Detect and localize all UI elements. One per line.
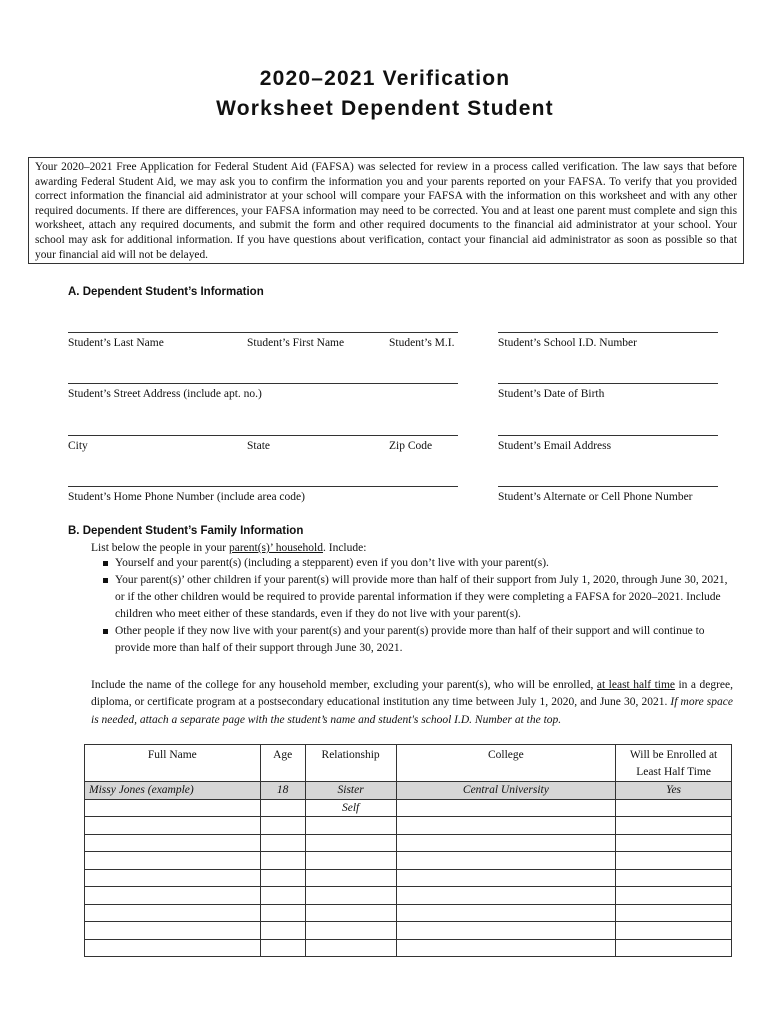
example-college: Central University [396, 782, 616, 800]
cell-relationship[interactable] [305, 869, 396, 887]
table-row [85, 852, 732, 870]
header-relationship: Relationship [305, 745, 396, 782]
cell-college[interactable] [396, 852, 616, 870]
cell-enrolled[interactable] [616, 904, 732, 922]
label-email: Student’s Email Address [498, 440, 612, 452]
cell-college[interactable] [396, 922, 616, 940]
cell-full-name[interactable] [85, 852, 261, 870]
table-row [85, 887, 732, 905]
cell-age[interactable] [260, 887, 305, 905]
list-item: Your parent(s)’ other children if your parent(s) will provide more than half of their support from July 1, 2020, through June 30, 2021, or if the other children would be required to provide parental information if they were completing a FAFSA for 2020–2021. Include children who meet either of these standards, even if they do not live with your parent(s). [101, 572, 731, 623]
bullet-square-icon [103, 561, 108, 566]
label-city: City [68, 440, 88, 452]
cell-age[interactable] [260, 869, 305, 887]
label-first-name: Student’s First Name [247, 337, 345, 349]
table-row [85, 817, 732, 835]
household-criteria-list [101, 555, 731, 657]
cell-enrolled[interactable] [616, 817, 732, 835]
example-row [85, 782, 732, 800]
cell-full-name[interactable] [85, 834, 261, 852]
cell-college[interactable] [396, 904, 616, 922]
city-line[interactable] [68, 435, 458, 436]
cell-relationship[interactable] [305, 922, 396, 940]
table-row [85, 834, 732, 852]
page-title [0, 64, 770, 124]
school-id-line[interactable] [498, 332, 718, 333]
cell-full-name[interactable] [85, 887, 261, 905]
title-line-1: 2020–2021 Verification [259, 67, 511, 90]
bullet-square-icon [103, 629, 108, 634]
example-relationship: Sister [305, 782, 396, 800]
cell-age[interactable] [260, 817, 305, 835]
label-zip: Zip Code [389, 440, 433, 452]
name-line[interactable] [68, 332, 458, 333]
header-college: College [396, 745, 616, 782]
college-instructions: Include the name of the college for any household member, excluding your parent(s), who will be enrolled, at least half time in a degree, diploma, or certificate program at a postsecondary educational institution any time between July 1, 2020, and June 30, 2021. If more space is needed, attach a separate page with the student’s name and student's school I.D. Number at the top. [91, 679, 733, 726]
table-header-row [85, 745, 732, 782]
cell-enrolled[interactable] [616, 834, 732, 852]
label-cell-phone: Student’s Alternate or Cell Phone Number [498, 491, 693, 503]
cell-phone-line[interactable] [498, 486, 718, 487]
cell-relationship[interactable] [305, 939, 396, 957]
cell-college[interactable] [396, 869, 616, 887]
label-state: State [247, 440, 270, 452]
cell-full-name[interactable] [85, 939, 261, 957]
cell-full-name[interactable] [85, 904, 261, 922]
cell-full-name[interactable] [85, 869, 261, 887]
example-full-name: Missy Jones (example) [85, 782, 261, 800]
label-mi: Student’s M.I. [389, 337, 455, 349]
table-row [85, 904, 732, 922]
section-a-heading: A. Dependent Student’s Information [68, 286, 264, 298]
cell-full-name[interactable] [85, 817, 261, 835]
label-school-id: Student’s School I.D. Number [498, 337, 637, 349]
list-item: Yourself and your parent(s) (including a stepparent) even if you don’t live with your parent(s). [101, 555, 731, 572]
label-street: Student’s Street Address (include apt. no.) [68, 388, 262, 400]
example-age: 18 [260, 782, 305, 800]
cell-college[interactable] [396, 817, 616, 835]
header-enrolled: Will be Enrolled at Least Half Time [616, 745, 732, 782]
cell-relationship-self: Self [305, 799, 396, 817]
table-row [85, 799, 732, 817]
intro-box: Your 2020–2021 Free Application for Federal Student Aid (FAFSA) was selected for review in a process called verification. The law says that before awarding Federal Student Aid, we may ask you to confirm the information you and your parents reported on your FAFSA. To verify that you provided correct information the financial aid administrator at your school will compare your FAFSA with the information on this worksheet and with any other required documents. If there are differences, your FAFSA information may need to be corrected. You and at least one parent must complete and sign this worksheet, attach any required documents, and submit the form and other required documents to the financial aid administrator at your school. Your school may ask for additional information. If you have questions about verification, contact your financial aid administrator as soon as possible so that your financial aid will not be delayed. [28, 157, 744, 264]
cell-enrolled[interactable] [616, 852, 732, 870]
cell-age[interactable] [260, 799, 305, 817]
cell-enrolled[interactable] [616, 799, 732, 817]
example-enrolled: Yes [616, 782, 732, 800]
cell-age[interactable] [260, 922, 305, 940]
cell-relationship[interactable] [305, 817, 396, 835]
family-table [84, 744, 732, 957]
table-row [85, 922, 732, 940]
cell-age[interactable] [260, 852, 305, 870]
cell-college[interactable] [396, 834, 616, 852]
cell-enrolled[interactable] [616, 922, 732, 940]
table-row [85, 869, 732, 887]
cell-age[interactable] [260, 904, 305, 922]
cell-full-name[interactable] [85, 799, 261, 817]
dob-line[interactable] [498, 383, 718, 384]
section-b-heading: B. Dependent Student’s Family Information [68, 525, 304, 537]
label-dob: Student’s Date of Birth [498, 388, 605, 400]
cell-college[interactable] [396, 939, 616, 957]
street-line[interactable] [68, 383, 458, 384]
cell-full-name[interactable] [85, 922, 261, 940]
list-item: Other people if they now live with your parent(s) and your parent(s) provide more than half of their support and will continue to provide more than half of their support through June 30, 2021. [101, 623, 731, 657]
cell-enrolled[interactable] [616, 887, 732, 905]
cell-relationship[interactable] [305, 887, 396, 905]
cell-college[interactable] [396, 887, 616, 905]
email-line[interactable] [498, 435, 718, 436]
table-row [85, 939, 732, 957]
header-full-name: Full Name [85, 745, 261, 782]
label-last-name: Student’s Last Name [68, 337, 164, 349]
label-home-phone: Student’s Home Phone Number (include area code) [68, 491, 305, 503]
cell-age[interactable] [260, 939, 305, 957]
cell-relationship[interactable] [305, 834, 396, 852]
header-age: Age [260, 745, 305, 782]
cell-relationship[interactable] [305, 904, 396, 922]
cell-relationship[interactable] [305, 852, 396, 870]
cell-college[interactable] [396, 799, 616, 817]
home-phone-line[interactable] [68, 486, 458, 487]
list-intro: List below the people in your parent(s)’ household. Include: [91, 542, 367, 554]
title-line-2: Worksheet Dependent Student [216, 97, 554, 120]
cell-enrolled[interactable] [616, 939, 732, 957]
cell-age[interactable] [260, 834, 305, 852]
cell-enrolled[interactable] [616, 869, 732, 887]
bullet-square-icon [103, 578, 108, 583]
